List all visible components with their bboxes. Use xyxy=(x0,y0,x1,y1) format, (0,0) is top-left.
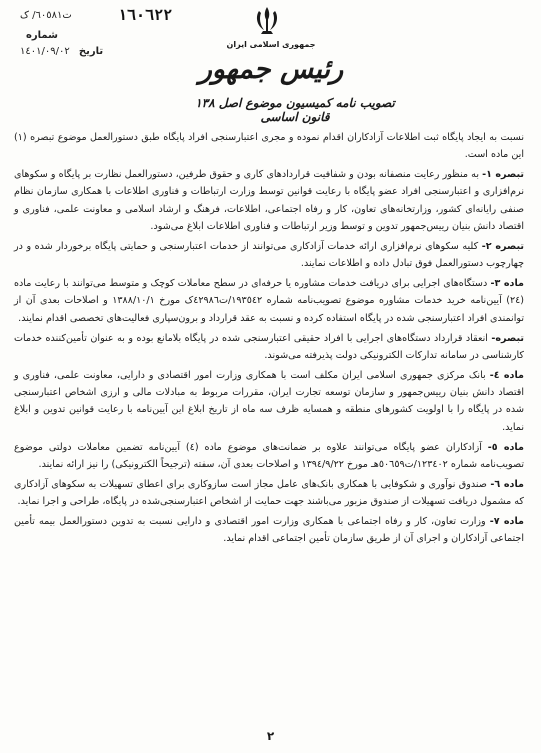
decree-subtitle: تصویب نامه کمیسیون موضوع اصل ١٣٨ قانون اساسی xyxy=(195,96,395,124)
number-label: شماره xyxy=(26,30,58,41)
date-value: ١٤٠١/٠٩/٠٢ xyxy=(20,46,70,57)
paragraph: ماده ٧- وزارت تعاون، کار و رفاه اجتماعی با همکاری وزارت امور اقتصادی و دارایی نسبت به تدوین دستورالعمل بیمه تأمین اجتماعی آزادکاران و اجرای آن از طریق سازمان تأمین اجتماعی اقدام نماید. xyxy=(14,515,524,545)
decree-body xyxy=(14,129,524,550)
emblem-icon xyxy=(250,4,284,38)
president-title: رئیس جمهور xyxy=(198,54,344,85)
paragraph: تبصره- انعقاد قرارداد دستگاه‌های اجرایی با افراد حقیقی اعتبارسنجی شده در پایگاه بلامانع بوده و به عنوان تأمین‌کننده خدمات کارشناسی در سامانه تدارکات الکترونیکی دولت پذیرفته می‌شوند. xyxy=(14,332,524,361)
paragraph: ماده ٤- بانک مرکزی جمهوری اسلامی ایران مکلف است با همکاری وزارت امور اقتصادی و دارایی، معاونت علمی، فناوری و اقتصاد دانش بنیان رییس‌جمهور و سازمان توسعه تجارت ایران، مقررات مربوط به مبادلات مالی و ارزی اشخاص اعتبارسنجی شده در پایگاه را با اولویت کشورهای منطقه و همسایه ظرف سه ماه از تاریخ ابلاغ این آیین‌نامه با رعایت قوانین تدوین و ابلاغ نماید. xyxy=(14,369,524,433)
date-label: تاریخ xyxy=(78,46,104,57)
document-number: ١٦٠٦٢٢ xyxy=(118,6,173,24)
reference-number: ت٦٠٥٨١/ ک xyxy=(20,10,72,21)
paragraph: ماده ٥- آزادکاران عضو پایگاه می‌توانند علاوه بر ضمانت‌های موضوع ماده (٤) آیین‌نامه تضمین معاملات دولتی موضوع تصویب‌نامه شماره ١٢٣٤٠٢/ت٥٠٦٥٩هـ مورخ ١٣٩٤/٩/٢٢ و اصلاحات بعدی آن، سفته (ترجیحاً الکترونیکی) را نیز ارائه نمایند. xyxy=(14,441,524,470)
paragraph: نسبت به ایجاد پایگاه ثبت اطلاعات آزادکاران اقدام نموده و مجری اعتبارسنجی افراد پایگاه طبق دستورالعمل موضوع تبصره (١) این ماده است. xyxy=(14,132,524,161)
number-row xyxy=(20,30,58,41)
paragraph: ماده ٣- دستگاه‌های اجرایی برای دریافت خدمات مشاوره یا حرفه‌ای در سطح معاملات کوچک و متوسط می‌توانند با رعایت ماده (٢٤) آیین‌نامه خرید خدمات مشاوره موضوع تصویب‌نامه شماره ١٩٣٥٤٢/ت٤٢٩٨٦ک مورخ ١٣٨٨/١٠/١ و اصلاحات بعدی آن از توانمندی افراد اعتبارسنجی شده در پایگاه استفاده کرده و نسبت به عقد قرارداد و برون‌سپاری فعالیت‌های تخصصی اقدام نمایند. xyxy=(14,278,525,324)
paragraph: تبصره ٢- کلیه سکوهای نرم‌افزاری ارائه خدمات آزادکاری می‌توانند از خدمات اعتبارسنجی و حمایتی پایگاه برخوردار شده و در چهارچوب دستورالعمل فوق تبادل داده و اطلاعات نمایند. xyxy=(14,240,524,270)
page-number: ٢ xyxy=(266,729,275,743)
republic-label: جمهوری اسلامی ایران xyxy=(226,40,316,49)
paragraph: ماده ٦- صندوق نوآوری و شکوفایی با همکاری بانک‌های عامل مجاز است سازوکاری برای اعطای تسهیلات به سکوهای آزادکاری که مشمول دریافت تسهیلات از صندوق مزبور می‌باشند جهت حمایت از اشخاص اعتبارسنجی‌شده در پایگاه، طراحی و اجرا نماید. xyxy=(14,478,524,508)
paragraph: تبصره ١- به منظور رعایت منصفانه بودن و شفافیت قراردادهای کاری و حقوق طرفین، دستورالعمل نظارت بر پایگاه و سکوهای نرم‌افزاری و اعتبارسنجی افراد عضو پایگاه با رعایت قوانین توسط وزارت ارتباطات و فناوری اطلاعات با همکاری سازمان نظام صنفی رایانه‌ای کشور، وزارتخانه‌های تعاون، کار و رفاه اجتماعی، اطلاعات، فرهنگ و ارشاد اسلامی و معاونت علمی، فناوری و اقتصاد دانش بنیان رییس‌جمهور تدوین و توسط وزیر ارتباطات و فناوری اطلاعات ابلاغ می‌شود. xyxy=(14,169,524,233)
date-row xyxy=(20,46,103,57)
